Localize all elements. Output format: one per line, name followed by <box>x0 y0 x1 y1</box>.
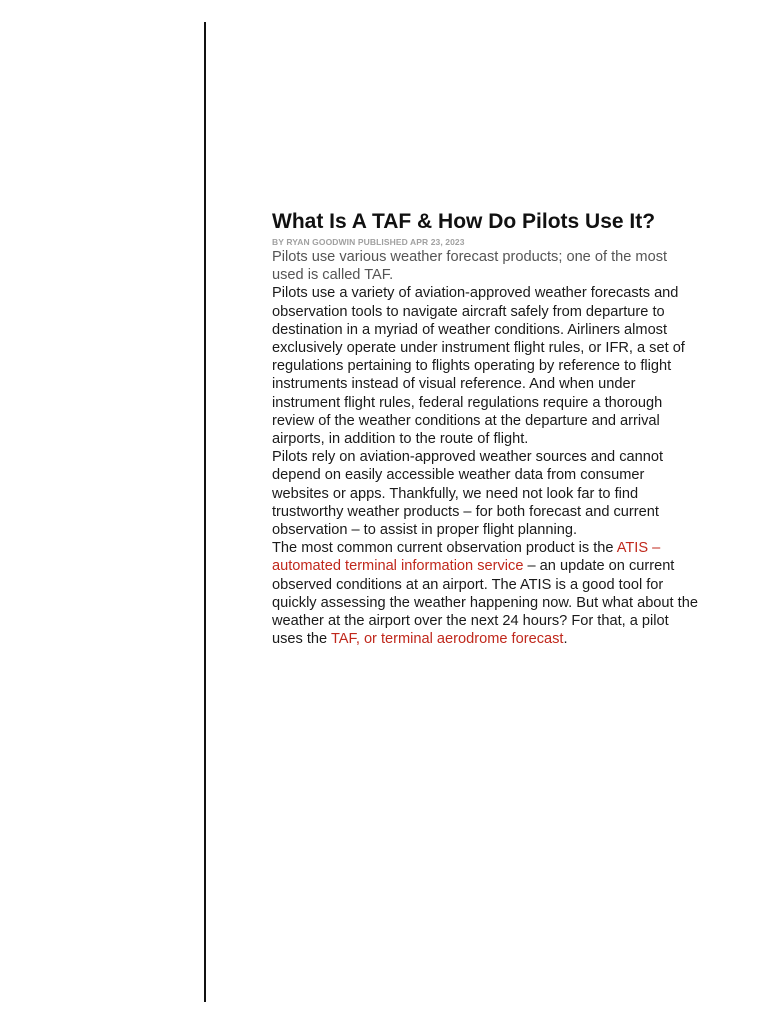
paragraph-3-text-1: The most common current observation product is the <box>272 540 617 557</box>
article-byline: BY RYAN GOODWIN PUBLISHED APR 23, 2023 <box>272 237 465 247</box>
article <box>272 208 702 648</box>
margin-rule <box>204 22 206 1002</box>
paragraph-2: Pilots rely on aviation-approved weather sources and cannot depend on easily accessible weather data from consumer websites or apps. Thankfully, we need not look far to find trustworthy weather products – for both forecast and current observation – to assist in proper flight planning. <box>272 449 664 539</box>
paragraph-1: Pilots use a variety of aviation-approved weather forecasts and observation tools to navigate aircraft safely from departure to destination in a myriad of weather conditions. Airliners almost exclusively operate under instrument flight rules, or IFR, a set of regulations pertaining to flights operating by reference to flight instruments instead of visual reference. And when under instrument flight rules, federal regulations require a thorough review of the weather conditions at the departure and arrival airports, in addition to the route of flight. <box>272 285 685 448</box>
taf-link[interactable]: TAF, or terminal aerodrome forecast <box>330 631 564 648</box>
atis-link[interactable]: ATIS – automated terminal information service <box>272 540 661 575</box>
paragraph-3 <box>272 539 702 648</box>
article-lede: Pilots use various weather forecast products; one of the most used is called TAF. <box>272 249 668 284</box>
article-title: What Is A TAF & How Do Pilots Use It? <box>272 210 656 233</box>
paragraph-3-text-2: – an update on current observed conditions at an airport. The ATIS is a good tool for quickly assessing the weather happening now. But what about the weather at the airport over the next 24 hours? For that, a pilot uses the <box>272 558 698 648</box>
paragraph-3-text-3: . <box>563 631 568 648</box>
